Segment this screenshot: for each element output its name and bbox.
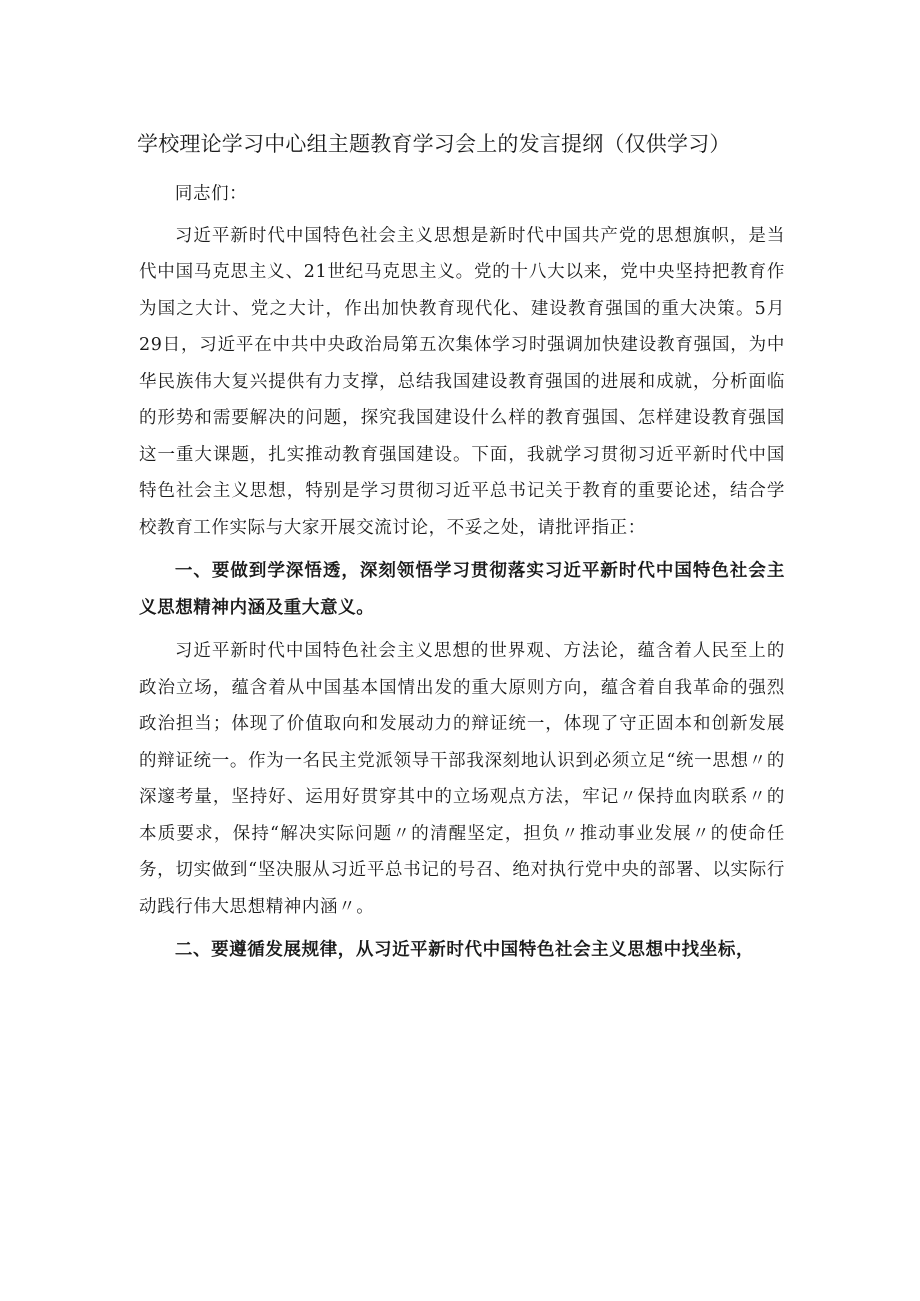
paragraph-intro: 习近平新时代中国特色社会主义思想是新时代中国共产党的思想旗帜，是当代中国马克思主义、21世纪马克思主义。党的十八大以来，党中央坚持把教育作为国之大计、党之大计，作出加快教育现代化、建设教育强国的重大决策。5月29日，习近平在中共中央政治局第五次集体学习时强调加快建设教育强国，为中华民族伟大复兴提供有力支撑，总结我国建设教育强国的进展和成就，分析面临的形势和需要解决的问题，探究我国建设什么样的教育强国、怎样建设教育强国这一重大课题，扎实推动教育强国建设。下面，我就学习贯彻习近平新时代中国特色社会主义思想，特别是学习贯彻习近平总书记关于教育的重要论述，结合学校教育工作实际与大家开展交流讨论，不妥之处，请批评指正： bbox=[139, 225, 785, 538]
salutation: 同志们： bbox=[174, 184, 248, 204]
document-body bbox=[139, 176, 785, 969]
paragraph-section-1: 习近平新时代中国特色社会主义思想的世界观、方法论，蕴含着人民至上的政治立场，蕴含着从中国基本国情出发的重大原则方向，蕴含着自我革命的强烈政治担当；体现了价值取向和发展动力的辩证统一，体现了守正固本和创新发展的辩证统一。作为一名民主党派领导干部我深刻地认识到必须立足“统一思想〃的深邃考量，坚持好、运用好贯穿其中的立场观点方法，牢记〃保持血肉联系〃的本质要求，保持“解决实际问题〃的清醒坚定，担负〃推动事业发展〃的使命任务，切实做到“坚决服从习近平总书记的号召、绝对执行党中央的部署、以实际行动践行伟大思想精神内涵〃。 bbox=[139, 641, 785, 917]
section-heading-1: 一、要做到学深悟透，深刻领悟学习贯彻落实习近平新时代中国特色社会主义思想精神内涵及重大意义。 bbox=[139, 561, 785, 618]
section-heading-2: 二、要遵循发展规律，从习近平新时代中国特色社会主义思想中找坐标， bbox=[174, 940, 755, 960]
document-title: 学校理论学习中心组主题教育学习会上的发言提纲（仅供学习） bbox=[137, 132, 731, 156]
